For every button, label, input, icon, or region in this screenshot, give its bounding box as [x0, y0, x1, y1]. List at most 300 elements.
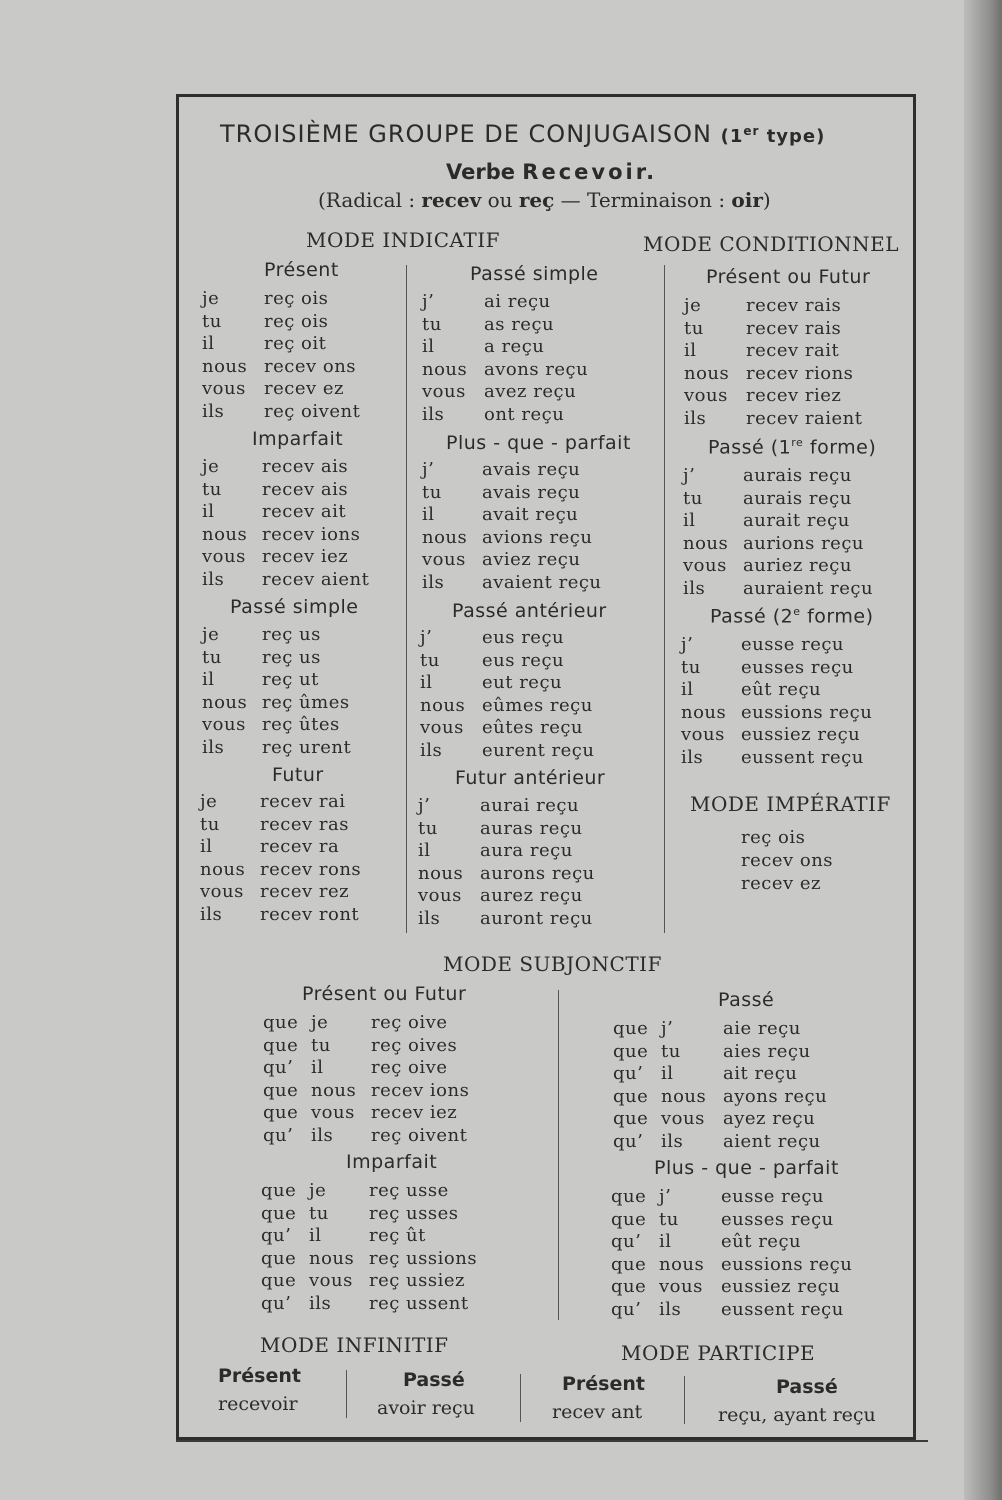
verb-form: avions reçu	[482, 526, 593, 548]
conjugation-row	[200, 881, 440, 903]
pronoun: vous	[418, 885, 462, 907]
verb-form: eussiez reçu	[741, 724, 861, 746]
mode-conditionnel-heading: MODE CONDITIONNEL	[643, 232, 900, 256]
conjugation-row	[422, 549, 662, 571]
pronoun: qu’	[613, 1063, 644, 1085]
pronoun: j’	[422, 459, 435, 480]
verb-form: aurais reçu	[743, 465, 852, 486]
conjugation-row	[200, 836, 440, 858]
conjugation-row	[202, 501, 442, 526]
conjugation-row	[202, 669, 442, 694]
tense-title-cond-passe1: Passé (1re forme)	[708, 436, 877, 459]
verb-form: recev ras	[260, 813, 349, 835]
pronoun: nous	[659, 1253, 705, 1275]
verb-form: recev ons	[264, 355, 357, 377]
conjugation-row	[611, 1209, 851, 1231]
conjugation-row	[202, 401, 445, 425]
verb-form: recev ez	[264, 378, 345, 400]
pronoun: j’	[418, 795, 431, 816]
verb-form: reç ut	[262, 669, 319, 691]
pronoun: il	[311, 1057, 324, 1079]
pronoun: nous	[422, 526, 468, 548]
tense-title-subj-pqp: Plus - que - parfait	[654, 1157, 839, 1179]
pronoun: nous	[202, 691, 248, 713]
conjugation-row	[418, 885, 658, 907]
pronoun: nous	[311, 1079, 357, 1101]
conjugation-row	[611, 1299, 851, 1321]
verb-form: reç oivent	[371, 1125, 468, 1146]
conjugation-row	[420, 695, 660, 717]
pronoun: ils	[309, 1293, 332, 1314]
verb-form: eusse reçu	[741, 634, 845, 655]
verb-form: recev ions	[262, 523, 361, 545]
conjugation-row	[613, 1131, 853, 1153]
conjugation-row	[611, 1231, 851, 1253]
verb-form: reç ussions	[369, 1247, 478, 1269]
pronoun: ils	[684, 408, 707, 429]
verb-form: aurait reçu	[743, 510, 850, 532]
conjugation-row	[422, 381, 662, 403]
pronoun: vous	[309, 1270, 353, 1292]
pronoun: qu’	[261, 1225, 292, 1247]
verb-form: recev riez	[746, 385, 842, 407]
pronoun: qu’	[611, 1299, 642, 1320]
pronoun: que	[613, 1085, 649, 1107]
verb-form: reç ûtes	[262, 714, 340, 736]
verb-form: eût reçu	[741, 679, 822, 701]
verb-form: recev rez	[260, 881, 350, 903]
infinitif-present-label: Présent	[218, 1365, 301, 1387]
conjugation-row	[422, 504, 662, 526]
verb-form: ayons reçu	[723, 1085, 828, 1107]
tense-title-subj-imparfait: Imparfait	[346, 1151, 438, 1173]
conjugation-row	[613, 1063, 853, 1085]
pronoun: ils	[659, 1299, 682, 1320]
tense-title-passe-anterieur: Passé antérieur	[452, 600, 607, 622]
verb-form: aurions reçu	[743, 532, 865, 554]
pronoun: je	[309, 1180, 327, 1201]
pronoun: vous	[681, 724, 725, 746]
verb-form: avais reçu	[482, 459, 581, 480]
pronoun: que	[261, 1202, 297, 1224]
verb-form: auraient reçu	[743, 578, 874, 599]
pronoun: vous	[202, 714, 246, 736]
verb-form: aies reçu	[723, 1040, 811, 1062]
conjugation-row	[681, 679, 921, 701]
verb-form: reç us	[262, 624, 321, 645]
pronoun: vous	[422, 549, 466, 571]
verb-form: aurons reçu	[480, 862, 595, 884]
conjugation-row	[202, 737, 442, 759]
verb-form: eussent reçu	[721, 1299, 844, 1320]
pronoun: vous	[202, 378, 246, 400]
conjugation-row	[613, 1086, 853, 1108]
conjugation-row	[418, 908, 658, 930]
pronoun: ils	[202, 737, 225, 758]
verb-form: auriez reçu	[743, 555, 852, 577]
pronoun: je	[202, 624, 220, 645]
conjugation-row	[418, 795, 658, 817]
pronoun: j’	[659, 1186, 672, 1207]
pronoun: tu	[422, 313, 442, 335]
conjugation-row	[261, 1248, 501, 1270]
pronoun: j’	[683, 465, 696, 486]
verb-form: recev rais	[746, 295, 842, 316]
pronoun: tu	[202, 478, 222, 500]
pronoun: nous	[681, 701, 727, 723]
conjugation-row	[611, 1254, 851, 1276]
verb-form: ayez reçu	[723, 1108, 816, 1130]
verb-form: recev rons	[260, 858, 362, 880]
mode-indicatif-heading: MODE INDICATIF	[306, 228, 500, 252]
column-divider	[558, 990, 559, 1320]
verb-form: auras reçu	[480, 817, 583, 839]
pronoun: il	[422, 336, 435, 358]
pronoun: il	[422, 504, 435, 526]
pronoun: ils	[200, 904, 223, 925]
verb-form: reç oives	[371, 1034, 458, 1056]
pronoun: qu’	[611, 1231, 642, 1253]
verb-form: eûmes reçu	[482, 694, 593, 716]
pronoun: ils	[202, 401, 225, 422]
conjugation-row	[202, 624, 442, 646]
conjugation-row	[422, 291, 662, 313]
conjugation-row	[422, 404, 662, 426]
pronoun: je	[202, 288, 220, 309]
pronoun: il	[418, 840, 431, 862]
verb-form: recev ais	[262, 478, 349, 500]
tense-title-subj-present: Présent ou Futur	[302, 983, 467, 1005]
pronoun: je	[202, 456, 220, 477]
pronoun: que	[263, 1102, 299, 1124]
pronoun: nous	[420, 694, 466, 716]
pronoun: tu	[202, 310, 222, 332]
conjugation-row	[202, 692, 442, 714]
column-divider	[520, 1374, 521, 1422]
verb-form: reç oivent	[264, 401, 361, 422]
pronoun: vous	[311, 1102, 355, 1124]
conjugation-row	[202, 311, 442, 333]
verb-form: eusse reçu	[721, 1186, 825, 1207]
verb-form: recev aient	[262, 569, 370, 590]
pronoun: ils	[683, 578, 706, 599]
verb-title: Verbe Recevoir.	[446, 160, 658, 184]
conjugation-row	[683, 533, 923, 555]
tense-title-futur-anterieur: Futur antérieur	[455, 767, 606, 789]
conjugation-row	[418, 863, 658, 885]
participe-passe-label: Passé	[776, 1376, 838, 1398]
verb-form: eus reçu	[482, 649, 565, 671]
pronoun: nous	[202, 355, 248, 377]
pronoun: qu’	[263, 1125, 294, 1146]
pronoun: il	[309, 1225, 322, 1247]
conjugation-row	[418, 840, 658, 862]
tense-title-passe-compose: Passé simple	[470, 263, 599, 285]
verb-form: recev ront	[260, 904, 360, 925]
tense-title-present: Présent	[264, 259, 339, 281]
pronoun: j’	[681, 634, 694, 655]
verb-form: reç oit	[264, 333, 327, 355]
pronoun: tu	[659, 1208, 679, 1230]
conjugation-row	[681, 747, 921, 769]
conjugation-row	[263, 1102, 503, 1124]
pronoun: il	[683, 510, 696, 532]
mode-infinitif-heading: MODE INFINITIF	[260, 1333, 449, 1357]
conjugation-row	[422, 527, 662, 549]
conjugation-row	[200, 904, 440, 926]
verb-form: aurai reçu	[480, 795, 580, 816]
verb-form: reç ûmes	[262, 691, 350, 713]
verb-form: eussent reçu	[741, 747, 864, 768]
pronoun: que	[613, 1108, 649, 1130]
pronoun: nous	[418, 862, 464, 884]
verb-form: avais reçu	[482, 481, 581, 503]
pronoun: que	[611, 1253, 647, 1275]
conjugation-row	[420, 717, 660, 739]
verb-form: reç usse	[369, 1180, 449, 1201]
pronoun: tu	[420, 649, 440, 671]
verb-form: aie reçu	[723, 1018, 801, 1039]
verb-form: recev ra	[260, 836, 340, 858]
pronoun: vous	[420, 717, 464, 739]
verb-form: recev ait	[262, 501, 347, 523]
conjugation-row	[683, 510, 923, 532]
infinitif-present-value: recevoir	[218, 1393, 298, 1415]
conjugation-row	[684, 385, 924, 407]
verb-form: aurez reçu	[480, 885, 583, 907]
conjugation-row	[202, 647, 442, 669]
pronoun: ils	[681, 747, 704, 768]
verb-form: eusses reçu	[721, 1208, 834, 1230]
tense-title-subj-passe: Passé	[718, 989, 775, 1011]
participe-present-value: recev ant	[552, 1401, 643, 1423]
conjugation-row	[202, 456, 442, 478]
conjugation-row	[263, 1080, 503, 1102]
pronoun: tu	[202, 646, 222, 668]
participe-passe-value: reçu, ayant reçu	[718, 1404, 876, 1426]
conjugation-row	[263, 1035, 503, 1057]
verb-form: recev rions	[746, 362, 854, 384]
conjugation-row	[200, 814, 440, 836]
column-divider	[346, 1370, 347, 1418]
pronoun: il	[202, 501, 215, 523]
conjugation-row	[422, 359, 662, 381]
conjugation-row	[202, 546, 442, 568]
pronoun: il	[420, 672, 433, 694]
pronoun: tu	[418, 817, 438, 839]
tense-title-imparfait: Imparfait	[252, 428, 344, 450]
verb-form: eussions reçu	[741, 701, 873, 723]
page-title: TROISIÈME GROUPE DE CONJUGAISON (1er type)	[220, 120, 826, 148]
conjugation-row	[263, 1057, 503, 1079]
participe-present-label: Présent	[562, 1373, 645, 1395]
conjugation-row	[420, 650, 660, 672]
pronoun: j’	[422, 291, 435, 312]
verb-form: aurais reçu	[743, 487, 852, 509]
conjugation-row	[613, 1041, 853, 1063]
verb-form: reç oive	[371, 1057, 448, 1079]
pronoun: qu’	[263, 1057, 294, 1079]
pronoun: ils	[661, 1131, 684, 1152]
conjugation-row	[202, 333, 442, 358]
pronoun: tu	[683, 487, 703, 509]
conjugation-row	[263, 1012, 503, 1034]
frame-bottom-rule	[176, 1440, 928, 1442]
conjugation-row	[263, 1125, 503, 1147]
conjugation-row	[420, 740, 660, 762]
conjugation-row	[202, 569, 445, 593]
conjugation-row	[261, 1270, 501, 1292]
conjugation-row	[418, 818, 658, 840]
pronoun: vous	[684, 385, 728, 407]
pronoun: vous	[422, 381, 466, 403]
conjugation-row	[261, 1180, 501, 1202]
verb-form: reç oive	[371, 1012, 448, 1033]
column-divider	[684, 1376, 685, 1424]
verb-form: eurent reçu	[482, 740, 595, 761]
verb-form: ont reçu	[484, 404, 565, 425]
verb-form: eûtes reçu	[482, 717, 584, 739]
tense-title-cond-passe2: Passé (2e forme)	[710, 605, 874, 628]
verb-form: avaient reçu	[482, 572, 602, 593]
conjugation-row	[681, 724, 921, 746]
conjugation-row	[420, 672, 660, 694]
pronoun: ils	[311, 1125, 334, 1146]
mode-subjonctif-heading: MODE SUBJONCTIF	[443, 952, 662, 976]
pronoun: que	[613, 1040, 649, 1062]
pronoun: nous	[683, 532, 729, 554]
conjugation-row	[683, 488, 923, 510]
pronoun: que	[263, 1012, 299, 1033]
conjugation-row	[202, 479, 442, 501]
verb-form: avez reçu	[484, 381, 577, 403]
conjugation-row	[422, 482, 662, 504]
verb-form: recev rait	[746, 340, 840, 362]
pronoun: vous	[202, 546, 246, 568]
conjugation-row	[422, 314, 662, 336]
conjugation-row	[611, 1186, 851, 1208]
imperatif-row: recev ons	[741, 850, 834, 871]
pronoun: tu	[311, 1034, 331, 1056]
conjugation-row	[684, 295, 924, 317]
mode-imperatif-heading: MODE IMPÉRATIF	[690, 792, 891, 816]
verb-form: ai reçu	[484, 291, 551, 312]
verb-form: recev ais	[262, 456, 349, 477]
pronoun: que	[263, 1079, 299, 1101]
conjugation-row	[684, 408, 924, 430]
verb-form: recev ions	[371, 1079, 470, 1101]
pronoun: qu’	[613, 1131, 644, 1152]
verb-form: eussions reçu	[721, 1253, 853, 1275]
tense-title-cond-present: Présent ou Futur	[706, 266, 871, 288]
conjugation-row	[683, 465, 923, 487]
pronoun: il	[202, 669, 215, 691]
conjugation-row	[422, 336, 662, 358]
conjugation-row	[681, 702, 921, 724]
pronoun: que	[261, 1270, 297, 1292]
verb-form: eusses reçu	[741, 656, 854, 678]
infinitif-passe-value: avoir reçu	[377, 1397, 475, 1419]
conjugation-row	[200, 791, 440, 813]
pronoun: vous	[683, 555, 727, 577]
pronoun: nous	[309, 1247, 355, 1269]
conjugation-row	[202, 378, 442, 400]
pronoun: que	[611, 1186, 647, 1207]
conjugation-row	[261, 1225, 501, 1247]
pronoun: il	[681, 679, 694, 701]
pronoun: il	[202, 333, 215, 355]
verb-form: aviez reçu	[482, 549, 581, 571]
pronoun: je	[684, 295, 702, 316]
pronoun: j’	[420, 627, 433, 648]
pronoun: ils	[422, 572, 445, 593]
pronoun: ils	[202, 569, 225, 590]
pronoun: il	[684, 340, 697, 362]
pronoun: il	[200, 836, 213, 858]
conjugation-row	[261, 1293, 501, 1315]
pronoun: nous	[200, 858, 246, 880]
pronoun: que	[611, 1208, 647, 1230]
pronoun: nous	[661, 1085, 707, 1107]
pronoun: nous	[202, 523, 248, 545]
pronoun: tu	[422, 481, 442, 503]
verb-form: recev iez	[371, 1102, 458, 1124]
conjugation-row	[202, 356, 442, 378]
radical-line: (Radical : recev ou reç — Terminaison : oir)	[318, 188, 771, 212]
pronoun: vous	[200, 881, 244, 903]
pronoun: vous	[659, 1276, 703, 1298]
pronoun: il	[661, 1063, 674, 1085]
pronoun: ils	[418, 908, 441, 929]
conjugation-row	[613, 1018, 853, 1040]
conjugation-row	[613, 1108, 853, 1130]
verb-form: eût reçu	[721, 1231, 802, 1253]
pronoun: il	[659, 1231, 672, 1253]
verb-form: aient reçu	[723, 1131, 821, 1152]
verb-form: eussiez reçu	[721, 1276, 841, 1298]
verb-form: recev rais	[746, 317, 842, 339]
imperatif-row: reç ois	[741, 827, 806, 848]
conjugation-row	[202, 524, 442, 546]
pronoun: qu’	[261, 1293, 292, 1314]
verb-form: recev iez	[262, 546, 349, 568]
tense-title-plus-que-parfait: Plus - que - parfait	[446, 432, 631, 454]
pronoun: nous	[684, 362, 730, 384]
verb-form: avait reçu	[482, 504, 579, 526]
verb-form: reç ût	[369, 1225, 426, 1247]
verb-form: reç ois	[264, 310, 329, 332]
verb-form: reç ussiez	[369, 1270, 466, 1292]
conjugation-row	[683, 555, 923, 577]
pronoun: ils	[422, 404, 445, 425]
verb-form: a reçu	[484, 336, 545, 358]
verb-form: ait reçu	[723, 1063, 798, 1085]
tense-title-passe-simple: Passé simple	[230, 596, 359, 618]
conjugation-row	[200, 859, 440, 881]
pronoun: que	[263, 1034, 299, 1056]
pronoun: tu	[684, 317, 704, 339]
pronoun: tu	[309, 1202, 329, 1224]
conjugation-row	[422, 572, 662, 594]
pronoun: nous	[422, 358, 468, 380]
conjugation-row	[684, 363, 924, 385]
verb-form: reç us	[262, 646, 321, 668]
mode-participe-heading: MODE PARTICIPE	[621, 1341, 816, 1365]
imperatif-row: recev ez	[741, 873, 822, 894]
pronoun: tu	[200, 813, 220, 835]
pronoun: je	[311, 1012, 329, 1033]
pronoun: que	[261, 1247, 297, 1269]
